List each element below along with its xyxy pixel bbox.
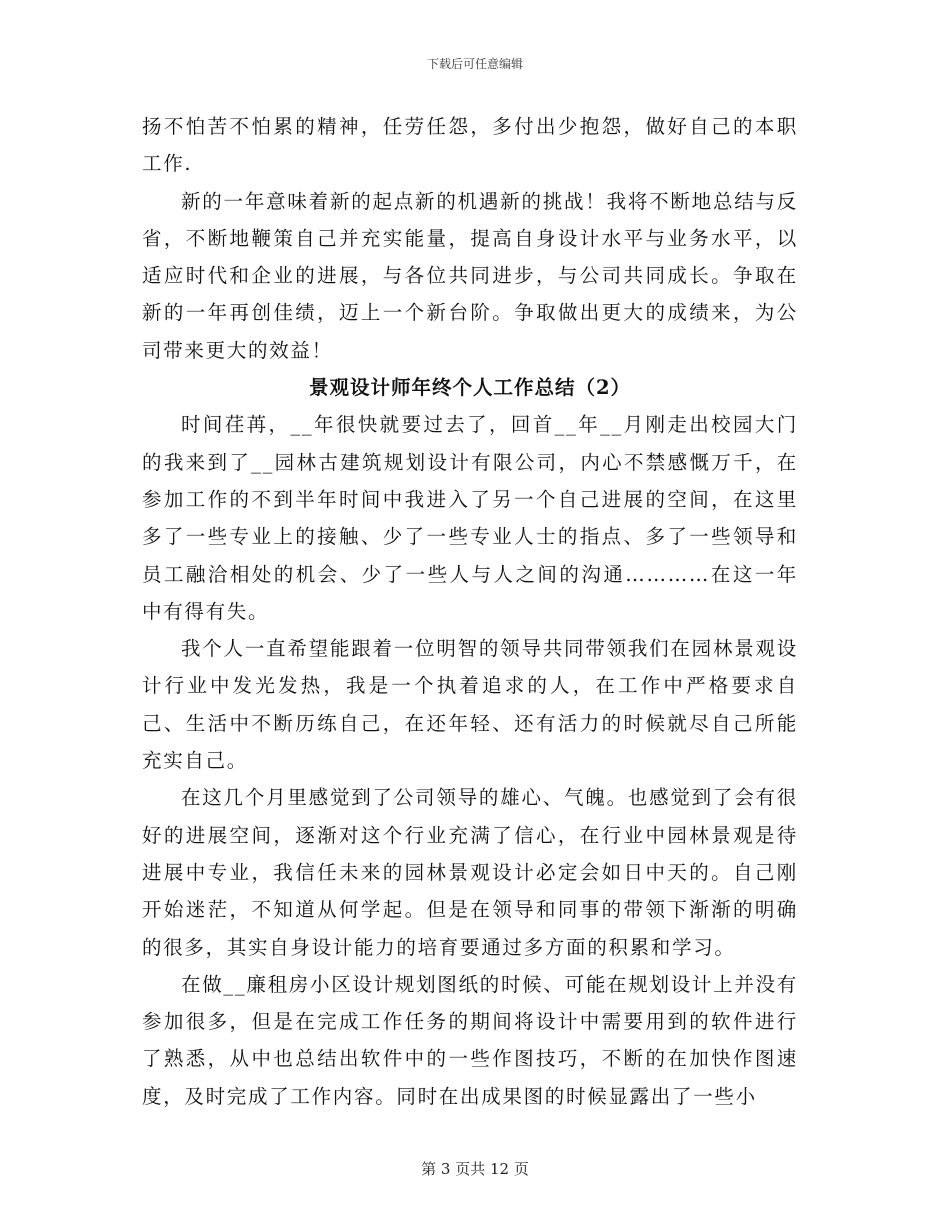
document-body	[142, 108, 798, 1115]
paragraph: 时间荏苒，__年很快就要过去了，回首__年__月刚走出校园大门的我来到了__园林古建筑规划设计有限公司，内心不禁感慨万千，在参加工作的不到半年时间中我进入了另一个自己进展的空间，在这里多了一些专业上的接触、少了一些专业人士的指点、多了一些领导和员工融洽相处的机会、少了一些人与人之间的沟通…………在这一年中有得有失。	[142, 413, 798, 623]
paragraph: 新的一年意味着新的起点新的机遇新的挑战！我将不断地总结与反省，不断地鞭策自己并充实能量，提高自身设计水平与业务水平，以适应时代和企业的进展，与各位共同进步，与公司共同成长。争取在新的一年再创佳绩，迈上一个新台阶。争取做出更大的成绩来，为公司带来更大的效益！	[142, 189, 798, 362]
page-footer: 第 3 页共 12 页	[421, 1160, 529, 1178]
page-header: 下载后可任意编辑	[426, 57, 523, 71]
paragraph-continuation: 扬不怕苦不怕累的精神，任劳任怨，多付出少抱怨，做好自己的本职工作.	[142, 115, 798, 176]
paragraph: 在这几个月里感觉到了公司领导的雄心、气魄。也感觉到了会有很好的进展空间，逐渐对这个行业充满了信心，在行业中园林景观是待进展中专业，我信任未来的园林景观设计必定会如日中天的。自己刚开始迷茫，不知道从何学起。但是在领导和同事的带领下渐渐的明确的很多，其实自身设计能力的培育要通过多方面的积累和学习。	[142, 786, 798, 959]
paragraph: 在做__廉租房小区设计规划图纸的时候、可能在规划设计上并没有参加很多，但是在完成工作任务的期间将设计中需要用到的软件进行了熟悉，从中也总结出软件中的一些作图技巧，不断的在加快作图速度，及时完成了工作内容。同时在出成果图的时候显露出了一些小	[142, 972, 798, 1108]
paragraph: 我个人一直希望能跟着一位明智的领导共同带领我们在园林景观设计行业中发光发热，我是一个执着追求的人，在工作中严格要求自己、生活中不断历练自己，在还年轻、还有活力的时候就尽自己所能充实自己。	[142, 637, 798, 773]
section-title: 景观设计师年终个人工作总结（2）	[308, 376, 632, 400]
